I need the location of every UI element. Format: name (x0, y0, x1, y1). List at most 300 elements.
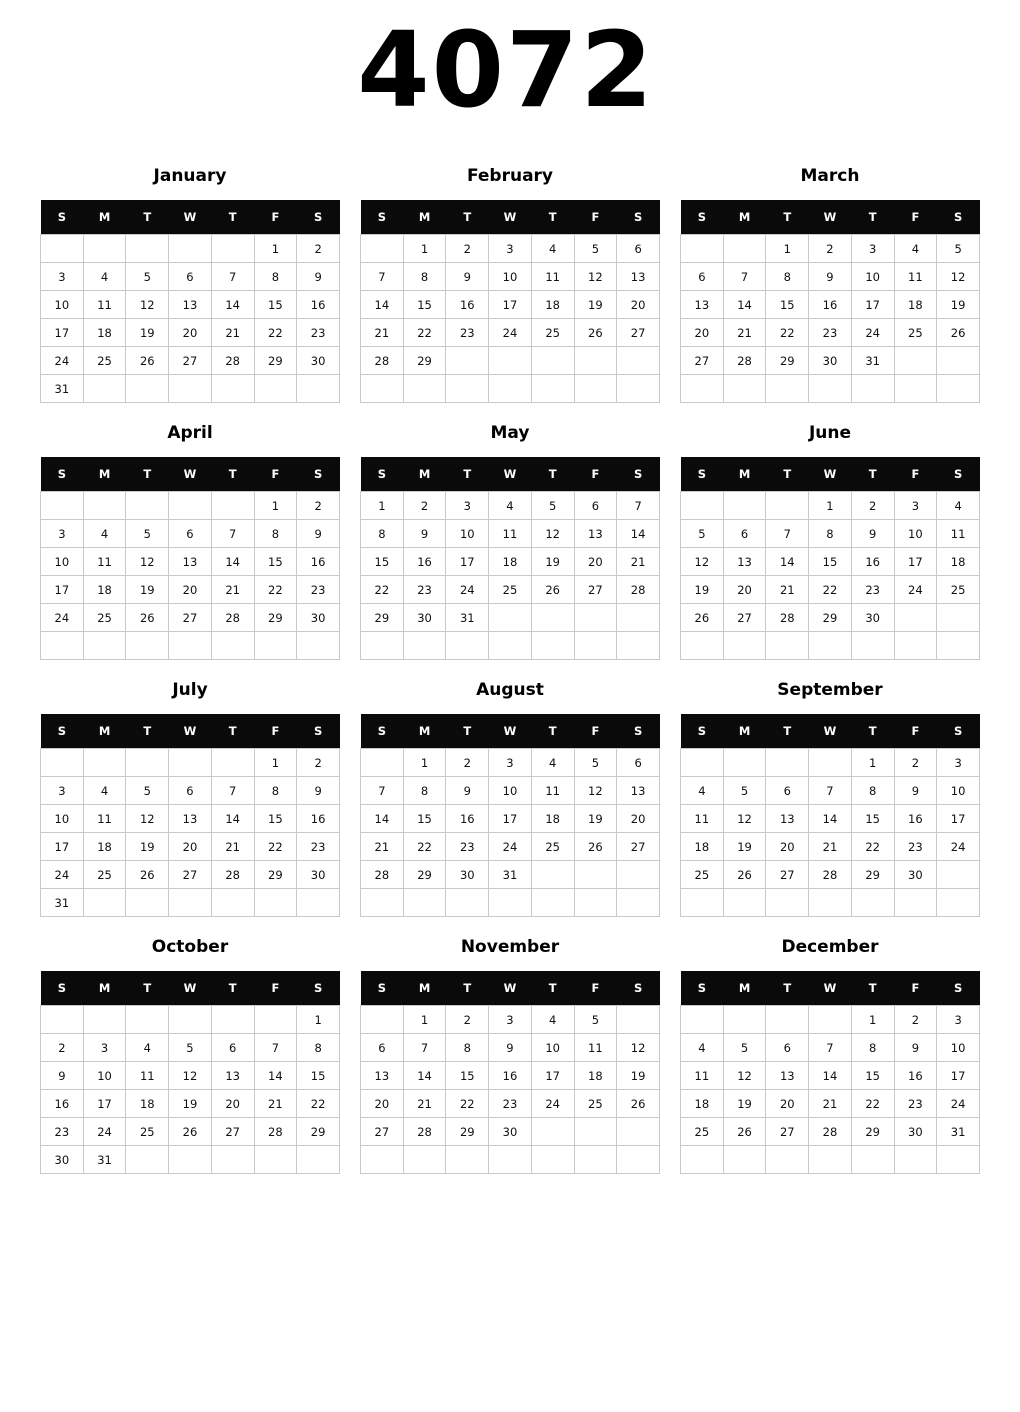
day-cell[interactable]: 12 (681, 548, 724, 576)
day-cell[interactable]: 29 (403, 861, 446, 889)
day-cell[interactable]: 3 (489, 235, 532, 263)
day-cell[interactable]: 17 (489, 291, 532, 319)
day-cell[interactable]: 13 (766, 1062, 809, 1090)
day-cell[interactable]: 25 (83, 861, 126, 889)
day-cell[interactable]: 4 (83, 263, 126, 291)
day-cell[interactable]: 19 (126, 319, 169, 347)
day-cell[interactable]: 4 (894, 235, 937, 263)
day-cell[interactable]: 15 (254, 291, 297, 319)
day-cell[interactable]: 17 (531, 1062, 574, 1090)
day-cell[interactable]: 15 (766, 291, 809, 319)
day-cell[interactable]: 31 (851, 347, 894, 375)
day-cell[interactable]: 8 (297, 1034, 340, 1062)
day-cell[interactable]: 16 (446, 805, 489, 833)
day-cell[interactable]: 23 (297, 833, 340, 861)
day-cell[interactable]: 28 (403, 1118, 446, 1146)
day-cell[interactable]: 22 (851, 1090, 894, 1118)
day-cell[interactable]: 26 (937, 319, 980, 347)
day-cell[interactable]: 14 (361, 805, 404, 833)
day-cell[interactable]: 10 (489, 263, 532, 291)
day-cell[interactable]: 7 (254, 1034, 297, 1062)
day-cell[interactable]: 16 (894, 805, 937, 833)
day-cell[interactable]: 14 (254, 1062, 297, 1090)
day-cell[interactable]: 4 (531, 1006, 574, 1034)
day-cell[interactable]: 20 (169, 319, 212, 347)
day-cell[interactable]: 2 (403, 492, 446, 520)
day-cell[interactable]: 5 (723, 777, 766, 805)
day-cell[interactable]: 25 (83, 347, 126, 375)
day-cell[interactable]: 22 (403, 833, 446, 861)
day-cell[interactable]: 13 (361, 1062, 404, 1090)
day-cell[interactable]: 4 (126, 1034, 169, 1062)
day-cell[interactable]: 6 (617, 749, 660, 777)
day-cell[interactable]: 31 (446, 604, 489, 632)
day-cell[interactable]: 22 (809, 576, 852, 604)
day-cell[interactable]: 30 (489, 1118, 532, 1146)
day-cell[interactable]: 14 (617, 520, 660, 548)
day-cell[interactable]: 21 (766, 576, 809, 604)
day-cell[interactable]: 13 (169, 548, 212, 576)
day-cell[interactable]: 29 (254, 604, 297, 632)
day-cell[interactable]: 5 (574, 235, 617, 263)
day-cell[interactable]: 1 (403, 749, 446, 777)
day-cell[interactable]: 13 (723, 548, 766, 576)
day-cell[interactable]: 17 (894, 548, 937, 576)
day-cell[interactable]: 23 (403, 576, 446, 604)
day-cell[interactable]: 23 (894, 1090, 937, 1118)
day-cell[interactable]: 21 (809, 1090, 852, 1118)
day-cell[interactable]: 23 (894, 833, 937, 861)
day-cell[interactable]: 13 (617, 263, 660, 291)
day-cell[interactable]: 2 (297, 492, 340, 520)
day-cell[interactable]: 26 (723, 861, 766, 889)
day-cell[interactable]: 14 (211, 805, 254, 833)
day-cell[interactable]: 8 (851, 777, 894, 805)
day-cell[interactable]: 29 (809, 604, 852, 632)
day-cell[interactable]: 5 (574, 1006, 617, 1034)
day-cell[interactable]: 24 (489, 319, 532, 347)
day-cell[interactable]: 12 (723, 805, 766, 833)
day-cell[interactable]: 19 (723, 1090, 766, 1118)
day-cell[interactable]: 19 (723, 833, 766, 861)
day-cell[interactable]: 10 (41, 548, 84, 576)
day-cell[interactable]: 2 (894, 1006, 937, 1034)
day-cell[interactable]: 3 (489, 1006, 532, 1034)
day-cell[interactable]: 12 (169, 1062, 212, 1090)
day-cell[interactable]: 22 (446, 1090, 489, 1118)
day-cell[interactable]: 3 (937, 749, 980, 777)
day-cell[interactable]: 17 (41, 576, 84, 604)
day-cell[interactable]: 16 (489, 1062, 532, 1090)
day-cell[interactable]: 23 (446, 319, 489, 347)
day-cell[interactable]: 21 (211, 833, 254, 861)
day-cell[interactable]: 30 (297, 861, 340, 889)
day-cell[interactable]: 28 (361, 861, 404, 889)
day-cell[interactable]: 7 (723, 263, 766, 291)
day-cell[interactable]: 20 (211, 1090, 254, 1118)
day-cell[interactable]: 9 (809, 263, 852, 291)
day-cell[interactable]: 5 (937, 235, 980, 263)
day-cell[interactable]: 24 (41, 347, 84, 375)
day-cell[interactable]: 1 (403, 235, 446, 263)
day-cell[interactable]: 12 (937, 263, 980, 291)
day-cell[interactable]: 1 (254, 749, 297, 777)
day-cell[interactable]: 6 (617, 235, 660, 263)
day-cell[interactable]: 13 (211, 1062, 254, 1090)
day-cell[interactable]: 24 (937, 833, 980, 861)
day-cell[interactable]: 18 (574, 1062, 617, 1090)
day-cell[interactable]: 30 (446, 861, 489, 889)
day-cell[interactable]: 3 (41, 263, 84, 291)
day-cell[interactable]: 16 (894, 1062, 937, 1090)
day-cell[interactable]: 8 (766, 263, 809, 291)
day-cell[interactable]: 12 (126, 291, 169, 319)
day-cell[interactable]: 16 (297, 291, 340, 319)
day-cell[interactable]: 2 (446, 1006, 489, 1034)
day-cell[interactable]: 27 (766, 1118, 809, 1146)
day-cell[interactable]: 9 (489, 1034, 532, 1062)
day-cell[interactable]: 16 (403, 548, 446, 576)
day-cell[interactable]: 14 (766, 548, 809, 576)
day-cell[interactable]: 22 (766, 319, 809, 347)
day-cell[interactable]: 27 (169, 861, 212, 889)
day-cell[interactable]: 19 (617, 1062, 660, 1090)
day-cell[interactable]: 7 (211, 263, 254, 291)
day-cell[interactable]: 21 (361, 319, 404, 347)
day-cell[interactable]: 26 (574, 833, 617, 861)
day-cell[interactable]: 23 (297, 576, 340, 604)
day-cell[interactable]: 4 (83, 777, 126, 805)
day-cell[interactable]: 8 (851, 1034, 894, 1062)
day-cell[interactable]: 20 (766, 833, 809, 861)
day-cell[interactable]: 15 (297, 1062, 340, 1090)
day-cell[interactable]: 11 (681, 1062, 724, 1090)
day-cell[interactable]: 19 (126, 833, 169, 861)
day-cell[interactable]: 9 (851, 520, 894, 548)
day-cell[interactable]: 3 (489, 749, 532, 777)
day-cell[interactable]: 15 (446, 1062, 489, 1090)
day-cell[interactable]: 11 (574, 1034, 617, 1062)
day-cell[interactable]: 7 (361, 263, 404, 291)
day-cell[interactable]: 12 (574, 263, 617, 291)
day-cell[interactable]: 20 (681, 319, 724, 347)
day-cell[interactable]: 13 (681, 291, 724, 319)
day-cell[interactable]: 14 (809, 805, 852, 833)
day-cell[interactable]: 10 (41, 291, 84, 319)
day-cell[interactable]: 12 (531, 520, 574, 548)
day-cell[interactable]: 8 (403, 263, 446, 291)
day-cell[interactable]: 9 (446, 263, 489, 291)
day-cell[interactable]: 16 (41, 1090, 84, 1118)
day-cell[interactable]: 25 (574, 1090, 617, 1118)
day-cell[interactable]: 25 (681, 1118, 724, 1146)
day-cell[interactable]: 24 (41, 604, 84, 632)
day-cell[interactable]: 20 (766, 1090, 809, 1118)
day-cell[interactable]: 9 (446, 777, 489, 805)
day-cell[interactable]: 28 (211, 347, 254, 375)
day-cell[interactable]: 2 (41, 1034, 84, 1062)
day-cell[interactable]: 28 (809, 861, 852, 889)
day-cell[interactable]: 19 (126, 576, 169, 604)
day-cell[interactable]: 5 (126, 520, 169, 548)
day-cell[interactable]: 15 (361, 548, 404, 576)
day-cell[interactable]: 11 (489, 520, 532, 548)
day-cell[interactable]: 8 (254, 263, 297, 291)
day-cell[interactable]: 4 (83, 520, 126, 548)
day-cell[interactable]: 10 (489, 777, 532, 805)
day-cell[interactable]: 21 (617, 548, 660, 576)
day-cell[interactable]: 20 (723, 576, 766, 604)
day-cell[interactable]: 3 (894, 492, 937, 520)
day-cell[interactable]: 27 (723, 604, 766, 632)
day-cell[interactable]: 7 (211, 777, 254, 805)
day-cell[interactable]: 27 (169, 604, 212, 632)
day-cell[interactable]: 8 (361, 520, 404, 548)
day-cell[interactable]: 7 (809, 777, 852, 805)
day-cell[interactable]: 29 (446, 1118, 489, 1146)
day-cell[interactable]: 3 (83, 1034, 126, 1062)
day-cell[interactable]: 1 (809, 492, 852, 520)
day-cell[interactable]: 17 (851, 291, 894, 319)
day-cell[interactable]: 18 (531, 291, 574, 319)
day-cell[interactable]: 13 (766, 805, 809, 833)
day-cell[interactable]: 28 (211, 604, 254, 632)
day-cell[interactable]: 22 (851, 833, 894, 861)
day-cell[interactable]: 10 (937, 1034, 980, 1062)
day-cell[interactable]: 25 (531, 833, 574, 861)
day-cell[interactable]: 9 (403, 520, 446, 548)
day-cell[interactable]: 4 (531, 235, 574, 263)
day-cell[interactable]: 1 (851, 1006, 894, 1034)
day-cell[interactable]: 30 (851, 604, 894, 632)
day-cell[interactable]: 15 (809, 548, 852, 576)
day-cell[interactable]: 7 (617, 492, 660, 520)
day-cell[interactable]: 31 (41, 889, 84, 917)
day-cell[interactable]: 14 (211, 291, 254, 319)
day-cell[interactable]: 7 (403, 1034, 446, 1062)
day-cell[interactable]: 31 (83, 1146, 126, 1174)
day-cell[interactable]: 29 (403, 347, 446, 375)
day-cell[interactable]: 11 (531, 263, 574, 291)
day-cell[interactable]: 17 (83, 1090, 126, 1118)
day-cell[interactable]: 18 (126, 1090, 169, 1118)
day-cell[interactable]: 18 (531, 805, 574, 833)
day-cell[interactable]: 24 (531, 1090, 574, 1118)
day-cell[interactable]: 28 (254, 1118, 297, 1146)
day-cell[interactable]: 11 (83, 548, 126, 576)
day-cell[interactable]: 15 (403, 291, 446, 319)
day-cell[interactable]: 4 (937, 492, 980, 520)
day-cell[interactable]: 18 (894, 291, 937, 319)
day-cell[interactable]: 19 (574, 805, 617, 833)
day-cell[interactable]: 10 (446, 520, 489, 548)
day-cell[interactable]: 16 (809, 291, 852, 319)
day-cell[interactable]: 16 (851, 548, 894, 576)
day-cell[interactable]: 16 (297, 805, 340, 833)
day-cell[interactable]: 5 (126, 263, 169, 291)
day-cell[interactable]: 2 (297, 749, 340, 777)
day-cell[interactable]: 15 (403, 805, 446, 833)
day-cell[interactable]: 24 (83, 1118, 126, 1146)
day-cell[interactable]: 12 (574, 777, 617, 805)
day-cell[interactable]: 11 (681, 805, 724, 833)
day-cell[interactable]: 21 (254, 1090, 297, 1118)
day-cell[interactable]: 30 (894, 1118, 937, 1146)
day-cell[interactable]: 15 (851, 805, 894, 833)
day-cell[interactable]: 25 (681, 861, 724, 889)
day-cell[interactable]: 25 (531, 319, 574, 347)
day-cell[interactable]: 27 (211, 1118, 254, 1146)
day-cell[interactable]: 27 (574, 576, 617, 604)
day-cell[interactable]: 18 (681, 833, 724, 861)
day-cell[interactable]: 26 (617, 1090, 660, 1118)
day-cell[interactable]: 21 (211, 576, 254, 604)
day-cell[interactable]: 21 (211, 319, 254, 347)
day-cell[interactable]: 15 (254, 805, 297, 833)
day-cell[interactable]: 17 (489, 805, 532, 833)
day-cell[interactable]: 20 (617, 291, 660, 319)
day-cell[interactable]: 23 (297, 319, 340, 347)
day-cell[interactable]: 24 (489, 833, 532, 861)
day-cell[interactable]: 24 (446, 576, 489, 604)
day-cell[interactable]: 27 (766, 861, 809, 889)
day-cell[interactable]: 1 (297, 1006, 340, 1034)
day-cell[interactable]: 13 (169, 805, 212, 833)
day-cell[interactable]: 9 (894, 777, 937, 805)
day-cell[interactable]: 24 (937, 1090, 980, 1118)
day-cell[interactable]: 14 (723, 291, 766, 319)
day-cell[interactable]: 21 (361, 833, 404, 861)
day-cell[interactable]: 26 (681, 604, 724, 632)
day-cell[interactable]: 2 (446, 749, 489, 777)
day-cell[interactable]: 25 (126, 1118, 169, 1146)
day-cell[interactable]: 28 (809, 1118, 852, 1146)
day-cell[interactable]: 12 (723, 1062, 766, 1090)
day-cell[interactable]: 26 (169, 1118, 212, 1146)
day-cell[interactable]: 23 (809, 319, 852, 347)
day-cell[interactable]: 6 (211, 1034, 254, 1062)
day-cell[interactable]: 11 (83, 805, 126, 833)
day-cell[interactable]: 30 (809, 347, 852, 375)
day-cell[interactable]: 20 (169, 833, 212, 861)
day-cell[interactable]: 23 (41, 1118, 84, 1146)
day-cell[interactable]: 11 (126, 1062, 169, 1090)
day-cell[interactable]: 25 (894, 319, 937, 347)
day-cell[interactable]: 19 (169, 1090, 212, 1118)
day-cell[interactable]: 3 (851, 235, 894, 263)
day-cell[interactable]: 29 (254, 861, 297, 889)
day-cell[interactable]: 9 (297, 520, 340, 548)
day-cell[interactable]: 7 (361, 777, 404, 805)
day-cell[interactable]: 28 (361, 347, 404, 375)
day-cell[interactable]: 6 (574, 492, 617, 520)
day-cell[interactable]: 23 (489, 1090, 532, 1118)
day-cell[interactable]: 31 (489, 861, 532, 889)
day-cell[interactable]: 19 (574, 291, 617, 319)
day-cell[interactable]: 28 (211, 861, 254, 889)
day-cell[interactable]: 18 (83, 833, 126, 861)
day-cell[interactable]: 10 (83, 1062, 126, 1090)
day-cell[interactable]: 23 (446, 833, 489, 861)
day-cell[interactable]: 17 (41, 319, 84, 347)
day-cell[interactable]: 1 (361, 492, 404, 520)
day-cell[interactable]: 9 (297, 777, 340, 805)
day-cell[interactable]: 27 (681, 347, 724, 375)
day-cell[interactable]: 25 (937, 576, 980, 604)
day-cell[interactable]: 12 (126, 548, 169, 576)
day-cell[interactable]: 19 (531, 548, 574, 576)
day-cell[interactable]: 17 (937, 805, 980, 833)
day-cell[interactable]: 18 (681, 1090, 724, 1118)
day-cell[interactable]: 27 (361, 1118, 404, 1146)
day-cell[interactable]: 12 (126, 805, 169, 833)
day-cell[interactable]: 14 (809, 1062, 852, 1090)
day-cell[interactable]: 2 (809, 235, 852, 263)
day-cell[interactable]: 8 (446, 1034, 489, 1062)
day-cell[interactable]: 9 (894, 1034, 937, 1062)
day-cell[interactable]: 30 (297, 604, 340, 632)
day-cell[interactable]: 22 (254, 576, 297, 604)
day-cell[interactable]: 22 (297, 1090, 340, 1118)
day-cell[interactable]: 3 (937, 1006, 980, 1034)
day-cell[interactable]: 6 (361, 1034, 404, 1062)
day-cell[interactable]: 24 (894, 576, 937, 604)
day-cell[interactable]: 29 (297, 1118, 340, 1146)
day-cell[interactable]: 27 (617, 319, 660, 347)
day-cell[interactable]: 14 (403, 1062, 446, 1090)
day-cell[interactable]: 28 (617, 576, 660, 604)
day-cell[interactable]: 20 (617, 805, 660, 833)
day-cell[interactable]: 10 (41, 805, 84, 833)
day-cell[interactable]: 24 (851, 319, 894, 347)
day-cell[interactable]: 27 (617, 833, 660, 861)
day-cell[interactable]: 6 (723, 520, 766, 548)
day-cell[interactable]: 22 (361, 576, 404, 604)
day-cell[interactable]: 23 (851, 576, 894, 604)
day-cell[interactable]: 6 (681, 263, 724, 291)
day-cell[interactable]: 8 (809, 520, 852, 548)
day-cell[interactable]: 26 (126, 861, 169, 889)
day-cell[interactable]: 5 (723, 1034, 766, 1062)
day-cell[interactable]: 6 (169, 777, 212, 805)
day-cell[interactable]: 30 (403, 604, 446, 632)
day-cell[interactable]: 7 (809, 1034, 852, 1062)
day-cell[interactable]: 29 (851, 1118, 894, 1146)
day-cell[interactable]: 11 (83, 291, 126, 319)
day-cell[interactable]: 3 (41, 520, 84, 548)
day-cell[interactable]: 18 (83, 576, 126, 604)
day-cell[interactable]: 6 (169, 263, 212, 291)
day-cell[interactable]: 21 (809, 833, 852, 861)
day-cell[interactable]: 11 (937, 520, 980, 548)
day-cell[interactable]: 30 (41, 1146, 84, 1174)
day-cell[interactable]: 14 (211, 548, 254, 576)
day-cell[interactable]: 7 (766, 520, 809, 548)
day-cell[interactable]: 4 (681, 777, 724, 805)
day-cell[interactable]: 19 (937, 291, 980, 319)
day-cell[interactable]: 8 (254, 777, 297, 805)
day-cell[interactable]: 6 (766, 1034, 809, 1062)
day-cell[interactable]: 5 (531, 492, 574, 520)
day-cell[interactable]: 8 (403, 777, 446, 805)
day-cell[interactable]: 27 (169, 347, 212, 375)
day-cell[interactable]: 18 (83, 319, 126, 347)
day-cell[interactable]: 24 (41, 861, 84, 889)
day-cell[interactable]: 1 (766, 235, 809, 263)
day-cell[interactable]: 30 (297, 347, 340, 375)
day-cell[interactable]: 25 (489, 576, 532, 604)
day-cell[interactable]: 26 (723, 1118, 766, 1146)
